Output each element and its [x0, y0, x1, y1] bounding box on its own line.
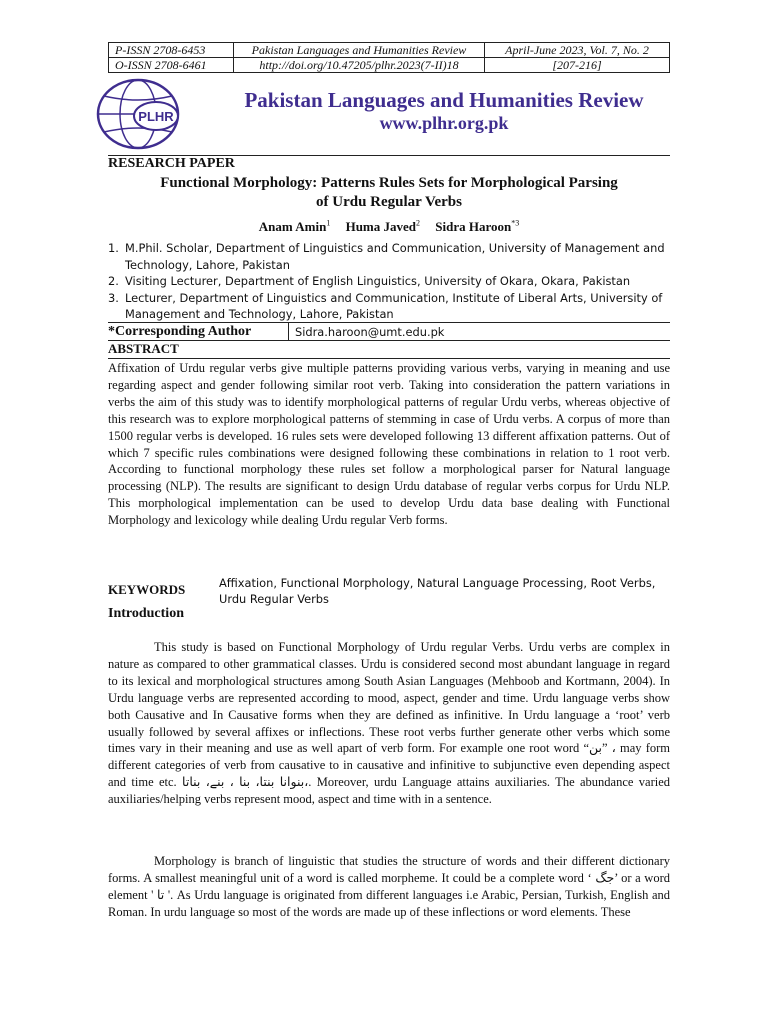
corresponding-email[interactable]: Sidra.haroon@umt.edu.pk — [289, 323, 671, 341]
abstract-heading: ABSTRACT — [108, 341, 670, 359]
author: Sidra Haroon$^{*3}$ — [435, 219, 520, 235]
corresponding-label: *Corresponding Author — [108, 323, 289, 341]
page-range: [207-216] — [485, 58, 670, 73]
corresponding-author-table — [108, 322, 670, 341]
plhr-logo — [94, 76, 214, 152]
paper-type-label: RESEARCH PAPER — [108, 156, 235, 171]
oissn: O-ISSN 2708-6461 — [109, 58, 234, 73]
pissn: P-ISSN 2708-6453 — [109, 43, 234, 58]
body-paragraph-2: Morphology is branch of linguistic that studies the structure of words and their different dictionary forms. A smallest meaningful unit of a word is called morpheme. It could be a complete word ‘ جگ’ or a word element ' تا '. As Urdu language is originated from different languages i.e Arabic, Persian, Turkish, English and Roman. In urdu language so most of the words are made up of these inflections or word elements. These — [108, 854, 670, 919]
doi-link[interactable]: http://doi.org/10.47205/plhr.2023(7-II)18 — [234, 58, 485, 73]
author: Anam Amin$^1$ — [258, 219, 331, 235]
author: Huma Javed$^2$ — [345, 219, 420, 235]
introduction-heading: Introduction — [108, 606, 184, 621]
masthead-title: Pakistan Languages and Humanities Review — [244, 88, 644, 112]
abstract-text: Affixation of Urdu regular verbs give multiple patterns providing various verbs, varying in meaning and use regarding aspect and gender following similar root verb. Taking into consideration the pattern variations in verbs the aim of this study was to identify morphological patterns of regular Urdu verbs, whereas objective of this research was to explore morphological patterns of stemming in case of Urdu verbs. A corpus of more than 1500 regular verbs is developed. 16 rules sets were developed following 13 different affixation patterns. Out of which 7 specific rules combinations were designed following these combinations in relation to 1 root verb. According to functional morphology these rules set follow a morphological parser for Natural language processing (NLP). The results are significant to design Urdu database of regular verbs corpus for Urdu NLP. This morphological implementation can be used to develop Urdu data base dealing with Functional Morphology and lexicology while dealing Urdu regular Verb forms. — [108, 361, 670, 528]
journal-name: Pakistan Languages and Humanities Review — [234, 43, 485, 58]
author-list — [108, 219, 670, 235]
masthead-url[interactable]: www.plhr.org.pk — [379, 113, 509, 133]
body-paragraph-1: This study is based on Functional Morphology of Urdu regular Verbs. Urdu verbs are complex in nature as compared to other grammatical classes. Urdu is considered second most abundant language in regard to its lexical and morphological structures among South Asian Languages (Mehboob and Kortmann, 2004). In Urdu language verbs are represented according to mood, aspect, gender and time. Urdu language verbs show both Causative and In Causative forms when they are defined as infinitive. In Urdu language a ‘root’ verb usually followed by several affixes or inflections. These root verbs further generate other verbs which some times vary in their meaning and use as well apart of verb form. For example one root word “بن” ، may form different categories of verb from causative to in causative and infinitive to subjunctive even depending aspect and time etc. بنوانا بنتا، بنا ، بنے، بناتا،. Moreover, urdu Language attains auxiliaries. The abundance varied auxiliaries/helping verbs represent mood, aspect and time with in a sentence. — [108, 640, 671, 807]
affiliation-list — [108, 240, 670, 323]
affiliation-item: 3. Lecturer, Department of Linguistics and Communication, Institute of Liberal Arts, University of Management and Technology, Lahore, Pakistan — [108, 290, 663, 321]
keywords-heading: KEYWORDS — [108, 582, 186, 597]
issue-info: April-June 2023, Vol. 7, No. 2 — [485, 43, 670, 58]
paper-title — [108, 174, 670, 212]
logo-text: PLHR — [138, 109, 174, 124]
keywords-text: Affixation, Functional Morphology, Natural Language Processing, Root Verbs, Urdu Regular Verbs — [219, 576, 656, 606]
affiliation-item: 1. M.Phil. Scholar, Department of Linguistics and Communication, University of Management and Technology, Lahore, Pakistan — [108, 241, 665, 272]
title-line-1: Functional Morphology: Patterns Rules Sets for Morphological Parsing — [160, 175, 618, 191]
affiliation-item: 2. Visiting Lecturer, Department of English Linguistics, University of Okara, Okara, Pakistan — [108, 274, 631, 288]
title-line-2: of Urdu Regular Verbs — [316, 194, 462, 210]
journal-header-table — [108, 42, 670, 73]
